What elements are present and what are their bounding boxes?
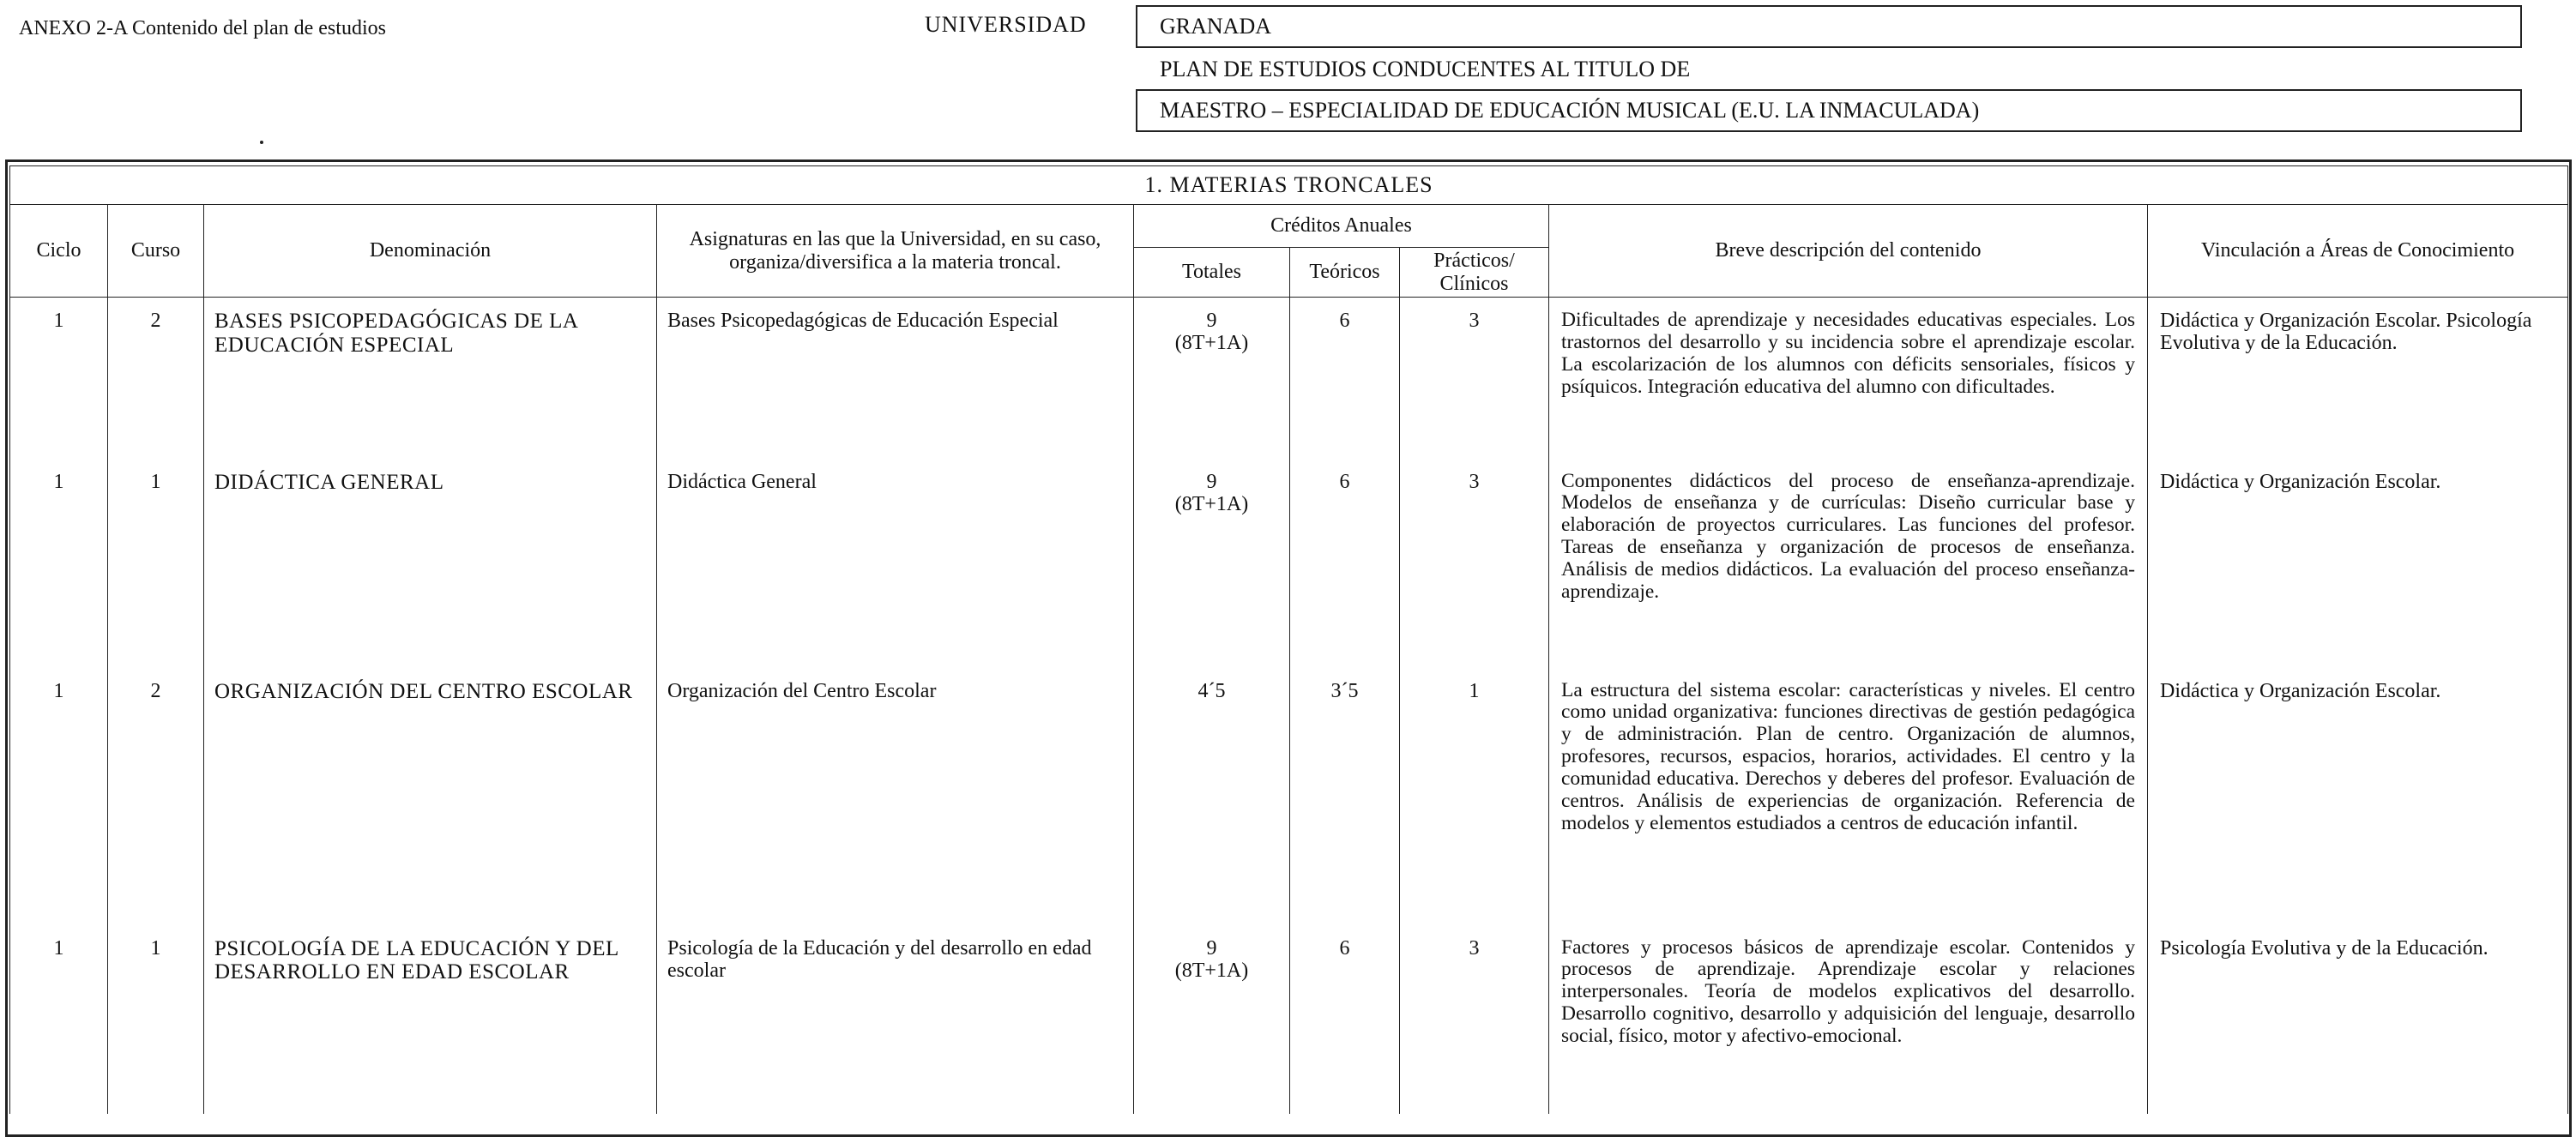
header-vinculacion: Vinculación a Áreas de Conocimiento <box>2148 205 2568 298</box>
cell-vinculacion: Didáctica y Organización Escolar. <box>2148 459 2568 668</box>
cell-curso: 2 <box>108 668 204 925</box>
cell-ciclo: 1 <box>10 459 108 668</box>
cell-curso: 2 <box>108 298 204 459</box>
cell-teoricos: 6 <box>1290 459 1400 668</box>
totales-value: 9 <box>1206 470 1217 493</box>
cell-totales <box>1134 925 1290 1114</box>
cell-ciclo: 1 <box>10 298 108 459</box>
header-totales: Totales <box>1134 248 1290 298</box>
totales-detail: (8T+1A) <box>1174 492 1249 515</box>
header-descripcion: Breve descripción del contenido <box>1549 205 2148 298</box>
degree-title-field <box>1136 89 2522 132</box>
cell-teoricos: 6 <box>1290 298 1400 459</box>
university-value: GRANADA <box>1160 14 1271 39</box>
cell-asignatura: Didáctica General <box>657 459 1134 668</box>
cell-denominacion: BASES PSICOPEDAGÓGICAS DE LA EDUCACIÓN ESPECIAL <box>204 298 657 459</box>
totales-value: 9 <box>1206 310 1217 332</box>
cell-ciclo: 1 <box>10 668 108 925</box>
cell-vinculacion: Psicología Evolutiva y de la Educación. <box>2148 925 2568 1114</box>
cell-ciclo: 1 <box>10 925 108 1114</box>
table-row <box>10 459 2568 668</box>
header-ciclo: Ciclo <box>10 205 108 298</box>
cell-asignatura: Psicología de la Educación y del desarrollo en edad escolar <box>657 925 1134 1114</box>
university-label: UNIVERSIDAD <box>925 12 1087 37</box>
cell-teoricos: 6 <box>1290 925 1400 1114</box>
totales-detail: (8T+1A) <box>1174 332 1249 355</box>
cell-practicos: 1 <box>1400 668 1549 925</box>
header-creditos: Créditos Anuales <box>1134 205 1549 248</box>
cell-totales <box>1134 668 1290 925</box>
cell-descripcion: Factores y procesos básicos de aprendizaje escolar. Contenidos y procesos de aprendizaje. Aprendizaje escolar y relaciones interpersonales. Teoría de modelos explicativos del desarrollo. Desarrollo cognitivo, desarrollo y adquisición del lenguaje, desarrollo social, físico, motor y afectivo-emocional. <box>1549 925 2148 1114</box>
cell-vinculacion: Didáctica y Organización Escolar. <box>2148 668 2568 925</box>
table-row <box>10 925 2568 1114</box>
cell-descripcion: La estructura del sistema escolar: características y niveles. El centro como unidad organizativa: funciones directivas de gestión pedagógica y de administración. Plan de centro. Organización de alumnos, profesores, recursos, espacios, horarios, actividades. El centro y la comunidad educativa. Derechos y deberes del profesor. Evaluación de centros. Análisis de experiencias de organización. Referencia de modelos y elementos estudiados a centros de educación infantil. <box>1549 668 2148 925</box>
header-denominacion: Denominación <box>204 205 657 298</box>
curriculum-table <box>9 165 2568 1114</box>
section-title: 1. MATERIAS TRONCALES <box>10 166 2568 205</box>
totales-value: 4´5 <box>1198 679 1226 702</box>
cell-descripcion: Componentes didácticos del proceso de enseñanza-aprendizaje. Modelos de enseñanza y de currículas: Diseño curricular base y elaboración de proyectos curriculares. Las funciones del profesor. Tareas de enseñanza y organización de procesos de enseñanza. Análisis de medios didácticos. La evaluación del proceso enseñanza-aprendizaje. <box>1549 459 2148 668</box>
materias-troncales-table <box>5 159 2572 1137</box>
header-asignaturas: Asignaturas en las que la Universidad, en su caso, organiza/diversifica a la materia troncal. <box>657 205 1134 298</box>
totales-value: 9 <box>1206 936 1217 960</box>
cell-teoricos: 3´5 <box>1290 668 1400 925</box>
cell-curso: 1 <box>108 925 204 1114</box>
header-practicos: Prácticos/ Clínicos <box>1400 248 1549 298</box>
cell-totales <box>1134 459 1290 668</box>
plan-line: PLAN DE ESTUDIOS CONDUCENTES AL TITULO DE <box>1160 57 1691 81</box>
university-field <box>1136 5 2522 48</box>
cell-practicos: 3 <box>1400 925 1549 1114</box>
totales-detail: (8T+1A) <box>1174 959 1249 982</box>
cell-denominacion: ORGANIZACIÓN DEL CENTRO ESCOLAR <box>204 668 657 925</box>
cell-asignatura: Organización del Centro Escolar <box>657 668 1134 925</box>
cell-denominacion: PSICOLOGÍA DE LA EDUCACIÓN Y DEL DESARROLLO EN EDAD ESCOLAR <box>204 925 657 1114</box>
cell-vinculacion: Didáctica y Organización Escolar. Psicología Evolutiva y de la Educación. <box>2148 298 2568 459</box>
cell-totales <box>1134 298 1290 459</box>
cell-denominacion: DIDÁCTICA GENERAL <box>204 459 657 668</box>
cell-descripcion: Dificultades de aprendizaje y necesidades educativas especiales. Los trastornos del desarrollo y su incidencia sobre el aprendizaje escolar. La escolarización de los alumnos con déficits sensoriales, físicos y psíquicos. Integración educativa del alumno con dificultades. <box>1549 298 2148 459</box>
header-curso: Curso <box>108 205 204 298</box>
cell-practicos: 3 <box>1400 459 1549 668</box>
cell-practicos: 3 <box>1400 298 1549 459</box>
stray-dot <box>260 141 263 144</box>
header-teoricos: Teóricos <box>1290 248 1400 298</box>
annex-title: ANEXO 2-A Contenido del plan de estudios <box>19 17 386 39</box>
cell-curso: 1 <box>108 459 204 668</box>
table-row <box>10 668 2568 925</box>
table-row <box>10 298 2568 459</box>
cell-asignatura: Bases Psicopedagógicas de Educación Especial <box>657 298 1134 459</box>
degree-title-value: MAESTRO – ESPECIALIDAD DE EDUCACIÓN MUSICAL (E.U. LA INMACULADA) <box>1160 98 1980 123</box>
